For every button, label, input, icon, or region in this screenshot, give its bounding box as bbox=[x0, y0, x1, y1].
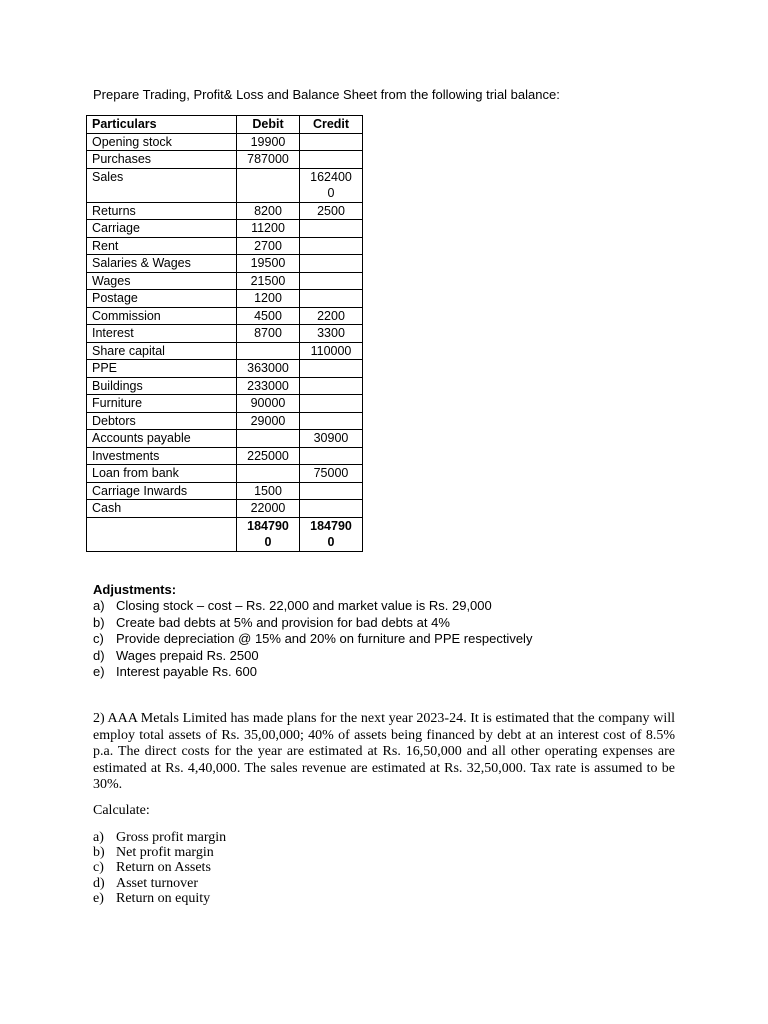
list-item bbox=[93, 615, 532, 632]
table-row bbox=[87, 220, 363, 238]
item-label: d) bbox=[93, 647, 105, 663]
row-credit bbox=[300, 447, 363, 465]
row-credit: 110000 bbox=[300, 342, 363, 360]
item-label: c) bbox=[93, 860, 104, 876]
row-credit: 3300 bbox=[300, 325, 363, 343]
row-particulars: Share capital bbox=[87, 342, 237, 360]
row-debit bbox=[237, 465, 300, 483]
row-particulars: Cash bbox=[87, 500, 237, 518]
question2-paragraph: 2) AAA Metals Limited has made plans for the next year 2023-24. It is estimated that the company will employ total assets of Rs. 35,00,000; 40% of assets being financed by debt at an interest cost of 8.5% p.a. The direct costs for the year are estimated at Rs. 16,50,000 and all other operating expenses are estimated at Rs. 4,40,000. The sales revenue are estimated at Rs. 32,50,000. Tax rate is assumed to be 30%. bbox=[93, 711, 675, 793]
row-credit bbox=[300, 377, 363, 395]
row-credit bbox=[300, 255, 363, 273]
item-text: Net profit margin bbox=[116, 845, 214, 861]
row-particulars: Commission bbox=[87, 307, 237, 325]
list-item bbox=[93, 876, 226, 891]
table-row bbox=[87, 272, 363, 290]
table-row bbox=[87, 465, 363, 483]
list-item bbox=[93, 860, 226, 875]
total-debit-line-2: 0 bbox=[264, 535, 272, 549]
question2-list bbox=[93, 830, 226, 906]
trial-balance-table bbox=[86, 115, 363, 552]
row-particulars: Accounts payable bbox=[87, 430, 237, 448]
table-row bbox=[87, 133, 363, 151]
row-debit: 90000 bbox=[237, 395, 300, 413]
table-row bbox=[87, 500, 363, 518]
row-debit: 22000 bbox=[237, 500, 300, 518]
row-credit bbox=[300, 395, 363, 413]
adjustments-section bbox=[93, 581, 532, 681]
row-credit bbox=[300, 168, 363, 202]
adjustments-title: Adjustments: bbox=[93, 582, 177, 597]
row-debit: 21500 bbox=[237, 272, 300, 290]
table-row bbox=[87, 412, 363, 430]
row-particulars: Interest bbox=[87, 325, 237, 343]
row-particulars: Carriage bbox=[87, 220, 237, 238]
calculate-label: Calculate: bbox=[93, 803, 150, 818]
table-row bbox=[87, 151, 363, 169]
row-debit bbox=[237, 342, 300, 360]
adjustments-list bbox=[93, 598, 532, 681]
row-debit: 1200 bbox=[237, 290, 300, 308]
row-credit bbox=[300, 133, 363, 151]
row-credit bbox=[300, 360, 363, 378]
table-row bbox=[87, 342, 363, 360]
row-debit bbox=[237, 168, 300, 202]
table-row bbox=[87, 237, 363, 255]
row-particulars: Postage bbox=[87, 290, 237, 308]
list-item bbox=[93, 845, 226, 860]
row-debit: 8700 bbox=[237, 325, 300, 343]
row-particulars: Salaries & Wages bbox=[87, 255, 237, 273]
table-row bbox=[87, 377, 363, 395]
list-item bbox=[93, 631, 532, 648]
item-text: Wages prepaid Rs. 2500 bbox=[116, 647, 259, 663]
list-item bbox=[93, 664, 532, 681]
table-row bbox=[87, 307, 363, 325]
item-text: Return on Assets bbox=[116, 860, 211, 876]
row-debit: 11200 bbox=[237, 220, 300, 238]
total-label-cell bbox=[87, 517, 237, 551]
item-text: Closing stock – cost – Rs. 22,000 and market value is Rs. 29,000 bbox=[116, 598, 492, 613]
item-label: a) bbox=[93, 830, 104, 845]
list-item bbox=[93, 648, 532, 665]
row-credit: 2200 bbox=[300, 307, 363, 325]
header-credit: Credit bbox=[300, 116, 363, 134]
table-row bbox=[87, 325, 363, 343]
item-text: Provide depreciation @ 15% and 20% on furniture and PPE respectively bbox=[116, 631, 533, 646]
list-item bbox=[93, 891, 226, 906]
row-credit bbox=[300, 237, 363, 255]
row-credit bbox=[300, 220, 363, 238]
item-label: b) bbox=[93, 614, 105, 630]
item-label: b) bbox=[93, 845, 105, 861]
table-row bbox=[87, 395, 363, 413]
total-debit-line-1: 184790 bbox=[247, 518, 289, 533]
table-row bbox=[87, 447, 363, 465]
item-text: Return on equity bbox=[116, 890, 211, 906]
table-row bbox=[87, 430, 363, 448]
item-text: Gross profit margin bbox=[116, 830, 227, 845]
item-label: c) bbox=[93, 631, 104, 646]
list-item bbox=[93, 598, 532, 615]
row-debit: 19900 bbox=[237, 133, 300, 151]
item-label: d) bbox=[93, 875, 105, 891]
row-credit bbox=[300, 272, 363, 290]
row-particulars: Investments bbox=[87, 447, 237, 465]
row-particulars: Carriage Inwards bbox=[87, 482, 237, 500]
row-particulars: Debtors bbox=[87, 412, 237, 430]
table-row bbox=[87, 202, 363, 220]
row-particulars: Opening stock bbox=[87, 133, 237, 151]
credit-line-2: 0 bbox=[327, 186, 335, 200]
row-particulars: Wages bbox=[87, 272, 237, 290]
row-particulars: Sales bbox=[87, 168, 237, 202]
table-row bbox=[87, 168, 363, 202]
row-debit: 225000 bbox=[237, 447, 300, 465]
table-row bbox=[87, 255, 363, 273]
item-text: Asset turnover bbox=[116, 875, 199, 891]
table-row bbox=[87, 482, 363, 500]
row-credit bbox=[300, 500, 363, 518]
row-credit bbox=[300, 290, 363, 308]
row-particulars: Buildings bbox=[87, 377, 237, 395]
row-credit: 30900 bbox=[300, 430, 363, 448]
row-debit: 4500 bbox=[237, 307, 300, 325]
item-text: Create bad debts at 5% and provision for bad debts at 4% bbox=[116, 614, 450, 630]
row-debit: 29000 bbox=[237, 412, 300, 430]
row-particulars: PPE bbox=[87, 360, 237, 378]
item-text: Interest payable Rs. 600 bbox=[116, 664, 257, 679]
row-credit bbox=[300, 151, 363, 169]
header-debit: Debit bbox=[237, 116, 300, 134]
total-credit-line-2: 0 bbox=[327, 535, 335, 549]
total-credit bbox=[300, 517, 363, 551]
row-debit: 8200 bbox=[237, 202, 300, 220]
item-label: e) bbox=[93, 664, 105, 679]
row-credit bbox=[300, 482, 363, 500]
row-debit: 363000 bbox=[237, 360, 300, 378]
table-row bbox=[87, 360, 363, 378]
table-header-row bbox=[87, 116, 363, 134]
row-debit: 787000 bbox=[237, 151, 300, 169]
question1-heading: Prepare Trading, Profit& Loss and Balance Sheet from the following trial balance: bbox=[93, 87, 560, 102]
row-credit: 2500 bbox=[300, 202, 363, 220]
header-particulars: Particulars bbox=[87, 116, 237, 134]
row-credit: 75000 bbox=[300, 465, 363, 483]
table-total-row bbox=[87, 517, 363, 551]
total-credit-line-1: 184790 bbox=[310, 518, 352, 533]
total-debit bbox=[237, 517, 300, 551]
table-row bbox=[87, 290, 363, 308]
row-debit: 1500 bbox=[237, 482, 300, 500]
row-particulars: Furniture bbox=[87, 395, 237, 413]
row-debit: 2700 bbox=[237, 237, 300, 255]
row-credit bbox=[300, 412, 363, 430]
row-debit bbox=[237, 430, 300, 448]
row-particulars: Returns bbox=[87, 202, 237, 220]
item-label: e) bbox=[93, 890, 104, 906]
item-label: a) bbox=[93, 598, 105, 613]
row-particulars: Rent bbox=[87, 237, 237, 255]
credit-line-1: 162400 bbox=[310, 169, 352, 184]
list-item bbox=[93, 830, 226, 845]
row-debit: 233000 bbox=[237, 377, 300, 395]
row-particulars: Loan from bank bbox=[87, 465, 237, 483]
row-debit: 19500 bbox=[237, 255, 300, 273]
row-particulars: Purchases bbox=[87, 151, 237, 169]
